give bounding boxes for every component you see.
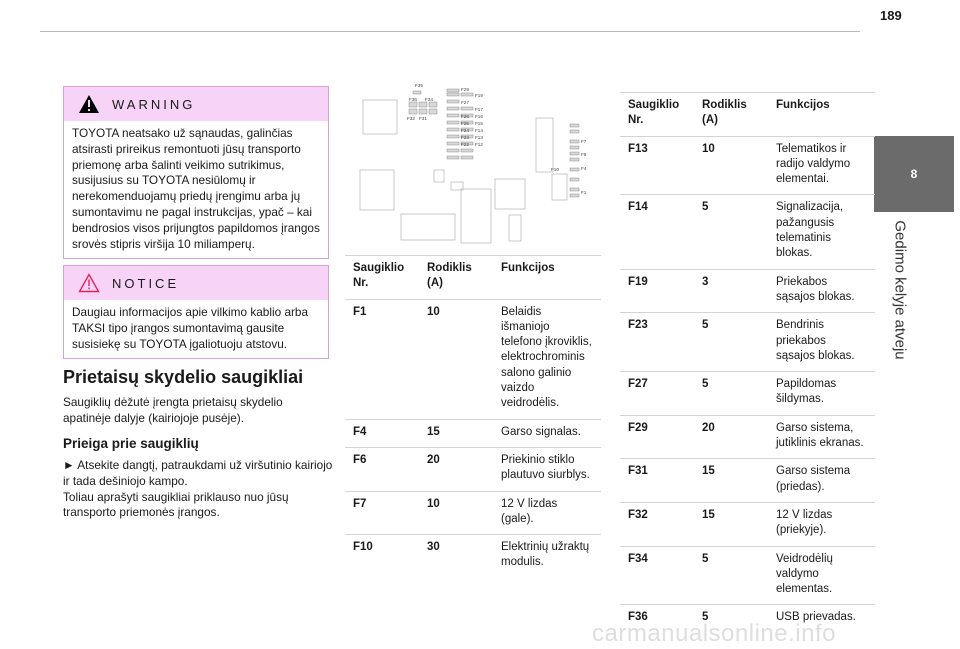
fuse-number-cell: F4 bbox=[345, 419, 419, 447]
table-row bbox=[620, 313, 875, 372]
diagram-label-f12: F12 bbox=[475, 142, 483, 147]
diagram-label-f22: F22 bbox=[461, 142, 469, 147]
amperage-cell: 5 bbox=[694, 605, 768, 633]
fuse-number-cell: F36 bbox=[620, 605, 694, 633]
diagram-label-f32: F32 bbox=[407, 116, 415, 121]
diagram-label-f26: F26 bbox=[461, 114, 469, 119]
amperage-cell: 10 bbox=[419, 491, 493, 535]
function-cell: Signalizacija, pažangusis telematinis blokas. bbox=[768, 195, 875, 269]
amperage-cell: 5 bbox=[694, 313, 768, 372]
access-subtitle: Prieiga prie saugiklių bbox=[63, 436, 199, 451]
diagram-label-f17: F17 bbox=[475, 107, 483, 112]
header-fuse-number: Saugiklio Nr. bbox=[620, 93, 694, 137]
function-cell: Priekabos sąsajos blokas. bbox=[768, 269, 875, 313]
diagram-label-f25: F25 bbox=[461, 121, 469, 126]
warning-triangle-icon bbox=[78, 94, 100, 114]
fuse-box-diagram bbox=[355, 78, 593, 248]
table-header-row bbox=[345, 256, 601, 300]
table-row bbox=[345, 447, 601, 491]
fuse-number-cell: F1 bbox=[345, 299, 419, 419]
notice-text: Daugiau informacijos apie vilkimo kablio arba TAKSI tipo įrangos sumontavimą gausite susisiekę su TOYOTA įgaliotuoju atstovu. bbox=[72, 305, 309, 351]
function-cell: Garso sistema, jutiklinis ekranas. bbox=[768, 415, 875, 459]
watermark: carmanualsonline.info bbox=[592, 620, 836, 647]
diagram-label-f15: F15 bbox=[475, 121, 483, 126]
table-row bbox=[620, 546, 875, 605]
diagram-label-f27: F27 bbox=[461, 100, 469, 105]
notice-header bbox=[64, 266, 328, 300]
diagram-label-f7: F7 bbox=[581, 139, 587, 144]
table-row bbox=[345, 535, 601, 578]
access-step: ► Atsekite dangtį, patraukdami už viršutinio kairiojo ir tada dešiniojo kampo. bbox=[63, 458, 333, 488]
fuse-table-1-body bbox=[345, 299, 601, 578]
diagram-label-f24: F24 bbox=[461, 128, 469, 133]
table-row bbox=[620, 459, 875, 503]
amperage-cell: 20 bbox=[694, 415, 768, 459]
chapter-number: 8 bbox=[910, 167, 918, 181]
warning-header bbox=[64, 87, 328, 121]
diagram-label-f34: F34 bbox=[425, 97, 433, 102]
function-cell: Garso sistema (priedas). bbox=[768, 459, 875, 503]
diagram-label-f16: F16 bbox=[475, 114, 483, 119]
fuse-number-cell: F23 bbox=[620, 313, 694, 372]
fuse-number-cell: F10 bbox=[345, 535, 419, 578]
table-row bbox=[620, 136, 875, 195]
amperage-cell: 3 bbox=[694, 269, 768, 313]
fuse-number-cell: F7 bbox=[345, 491, 419, 535]
diagram-label-f19: F19 bbox=[475, 93, 483, 98]
header-fuse-number: Saugiklio Nr. bbox=[345, 256, 419, 300]
fuse-number-cell: F19 bbox=[620, 269, 694, 313]
chapter-title: Gedimo kelyje atveju bbox=[891, 220, 909, 360]
diagram-label-f4: F4 bbox=[581, 166, 587, 171]
table-row bbox=[345, 491, 601, 535]
table-row bbox=[620, 415, 875, 459]
function-cell: Papildomas šildymas. bbox=[768, 372, 875, 416]
diagram-label-f14: F14 bbox=[475, 128, 483, 133]
fuse-number-cell: F31 bbox=[620, 459, 694, 503]
table-row bbox=[345, 299, 601, 419]
diagram-label-f10: F10 bbox=[551, 167, 559, 172]
function-cell: Belaidis išmaniojo telefono įkroviklis, elektrochrominis salono galinio vaizdo veidrodėlis. bbox=[493, 299, 601, 419]
amperage-cell: 5 bbox=[694, 372, 768, 416]
table-row bbox=[345, 419, 601, 447]
fuse-number-cell: F13 bbox=[620, 136, 694, 195]
header-functions: Funkcijos bbox=[493, 256, 601, 300]
header-amperage: Rodiklis (A) bbox=[419, 256, 493, 300]
header-rule bbox=[40, 31, 860, 32]
amperage-cell: 15 bbox=[694, 502, 768, 546]
warning-box bbox=[63, 86, 329, 259]
function-cell: Garso signalas. bbox=[493, 419, 601, 447]
access-followup: Toliau aprašyti saugikliai priklauso nuo jūsų transporto priemonės įrangos. bbox=[63, 489, 289, 520]
section-title: Prietaisų skydelio saugikliai bbox=[63, 367, 304, 387]
function-cell: Priekinio stiklo plautuvo siurblys. bbox=[493, 447, 601, 491]
fuse-table-1 bbox=[345, 255, 601, 578]
table-header-row bbox=[620, 93, 875, 137]
fuse-number-cell: F34 bbox=[620, 546, 694, 605]
diagram-label-f23: F23 bbox=[461, 135, 469, 140]
fuse-number-cell: F27 bbox=[620, 372, 694, 416]
amperage-cell: 5 bbox=[694, 546, 768, 605]
diagram-label-f6: F6 bbox=[581, 152, 587, 157]
function-cell: 12 V lizdas (gale). bbox=[493, 491, 601, 535]
diagram-label-f35: F35 bbox=[415, 83, 423, 88]
fuse-number-cell: F14 bbox=[620, 195, 694, 269]
fuse-slots bbox=[409, 89, 579, 197]
notice-triangle-icon bbox=[78, 273, 100, 293]
amperage-cell: 15 bbox=[694, 459, 768, 503]
function-cell: Telematikos ir radijo valdymo elementai. bbox=[768, 136, 875, 195]
diagram-label-f31: F31 bbox=[419, 116, 427, 121]
diagram-label-f36: F36 bbox=[409, 97, 417, 102]
warning-text: TOYOTA neatsako už sąnaudas, galinčias atsirasti prireikus remontuoti jūsų transporto priemonę arba šalinti veikimo sutrikimus, susijusius su TOYOTA nesiūlomų ir nerekomenduojamų priedų įrengimu arba jų sumontavimu ne pagal instrukcijas, ypač – kai bendrosios visos prijungtos papildomos įrangos srovės stipris viršija 10 miliamperų. bbox=[72, 126, 320, 251]
table-row bbox=[620, 372, 875, 416]
table-row bbox=[620, 195, 875, 269]
fuse-table-2-body bbox=[620, 136, 875, 633]
amperage-cell: 20 bbox=[419, 447, 493, 491]
notice-title: NOTICE bbox=[112, 275, 180, 291]
function-cell: Bendrinis priekabos sąsajos blokas. bbox=[768, 313, 875, 372]
fuse-number-cell: F6 bbox=[345, 447, 419, 491]
amperage-cell: 10 bbox=[419, 299, 493, 419]
access-steps bbox=[63, 458, 338, 521]
header-functions: Funkcijos bbox=[768, 93, 875, 137]
page-number: 189 bbox=[880, 8, 902, 23]
function-cell: Veidrodėlių valdymo elementas. bbox=[768, 546, 875, 605]
function-cell: 12 V lizdas (priekyje). bbox=[768, 502, 875, 546]
amperage-cell: 5 bbox=[694, 195, 768, 269]
header-amperage: Rodiklis (A) bbox=[694, 93, 768, 137]
amperage-cell: 15 bbox=[419, 419, 493, 447]
fuse-number-cell: F29 bbox=[620, 415, 694, 459]
amperage-cell: 10 bbox=[694, 136, 768, 195]
table-row bbox=[620, 269, 875, 313]
chapter-tab[interactable] bbox=[874, 136, 954, 212]
diagram-label-f13: F13 bbox=[475, 135, 483, 140]
fuse-table-2 bbox=[620, 92, 875, 633]
fuse-number-cell: F32 bbox=[620, 502, 694, 546]
function-cell: Elektrinių užraktų modulis. bbox=[493, 535, 601, 578]
warning-title: WARNING bbox=[112, 96, 196, 112]
diagram-label-f29: F29 bbox=[461, 87, 469, 92]
section-intro: Saugiklių dėžutė įrengta prietaisų skydelio apatinėje dalyje (kairiojoje pusėje). bbox=[63, 395, 283, 425]
table-row bbox=[620, 502, 875, 546]
notice-box bbox=[63, 265, 329, 359]
amperage-cell: 30 bbox=[419, 535, 493, 578]
function-cell: USB prievadas. bbox=[768, 605, 875, 633]
diagram-label-f1: F1 bbox=[581, 190, 587, 195]
